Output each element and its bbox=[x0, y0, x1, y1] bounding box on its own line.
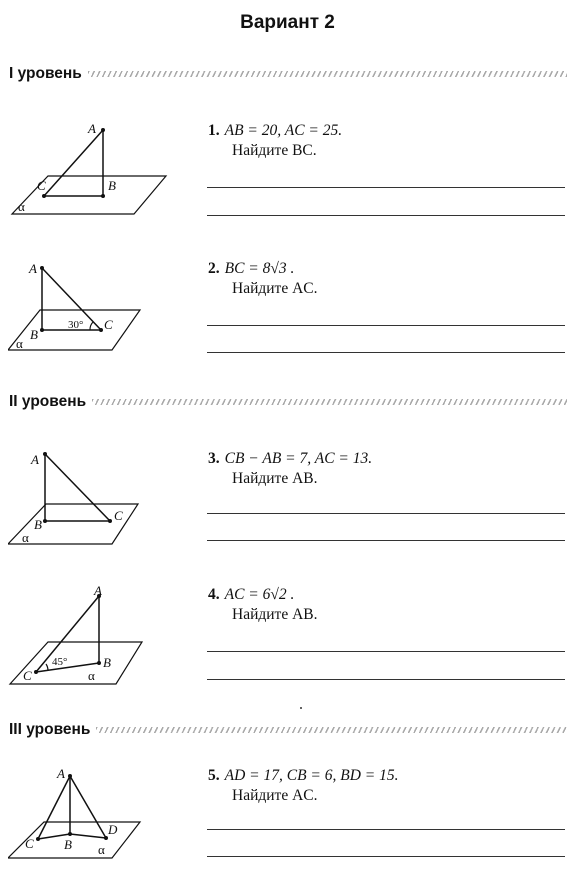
label-c: C bbox=[23, 668, 32, 683]
answer-line bbox=[207, 829, 565, 830]
level-label: I уровень bbox=[9, 65, 82, 82]
point-c bbox=[108, 519, 112, 523]
label-a: A bbox=[88, 121, 96, 136]
label-angle: 30° bbox=[68, 319, 84, 331]
label-alpha: α bbox=[98, 842, 105, 857]
level-header bbox=[9, 719, 567, 741]
point-c bbox=[99, 328, 103, 332]
problem-number: 2. bbox=[208, 260, 220, 277]
answer-line bbox=[207, 856, 565, 857]
segment-ac bbox=[45, 454, 110, 521]
answer-line bbox=[207, 187, 565, 188]
answer-line bbox=[207, 540, 565, 541]
problem-number: 3. bbox=[208, 450, 220, 467]
point-a bbox=[40, 266, 44, 270]
problem-5 bbox=[208, 766, 399, 806]
label-alpha: α bbox=[18, 199, 25, 214]
label-a: A bbox=[29, 261, 37, 276]
point-c bbox=[36, 837, 40, 841]
label-angle: 45° bbox=[52, 656, 68, 668]
label-b: B bbox=[103, 655, 111, 670]
answer-line bbox=[207, 352, 565, 353]
decorative-divider bbox=[92, 399, 567, 405]
segment-bd bbox=[70, 834, 106, 838]
figure-problem-4 bbox=[8, 580, 168, 690]
level-header bbox=[9, 391, 567, 413]
answer-line bbox=[207, 679, 565, 680]
problem-question: Найдите AB. bbox=[232, 470, 318, 487]
label-a: A bbox=[31, 452, 39, 467]
problem-1 bbox=[208, 121, 342, 161]
point-b bbox=[101, 194, 105, 198]
answer-line bbox=[207, 325, 565, 326]
problem-condition: AD = 17, CB = 6, BD = 15. bbox=[224, 767, 399, 784]
label-alpha: α bbox=[22, 530, 29, 545]
label-b: B bbox=[64, 837, 72, 852]
problem-question: Найдите BC. bbox=[232, 142, 317, 159]
decorative-divider bbox=[88, 71, 567, 77]
segment-ac bbox=[44, 130, 103, 196]
label-a: A bbox=[57, 766, 65, 781]
plane-alpha bbox=[12, 176, 166, 214]
label-c: C bbox=[25, 836, 34, 851]
segment-ad bbox=[70, 776, 106, 838]
decorative-divider bbox=[96, 727, 567, 733]
figure-problem-3 bbox=[8, 446, 168, 546]
label-c: C bbox=[37, 178, 46, 193]
point-c bbox=[34, 670, 38, 674]
problem-condition: BC = 8√3 . bbox=[224, 260, 295, 277]
problem-number: 4. bbox=[208, 586, 220, 603]
figure-problem-5 bbox=[8, 764, 168, 864]
stray-dot bbox=[300, 707, 302, 709]
segment-ac bbox=[36, 596, 99, 672]
label-b: B bbox=[30, 327, 38, 342]
page-title: Вариант 2 bbox=[240, 12, 335, 33]
point-b bbox=[68, 832, 72, 836]
level-label: II уровень bbox=[9, 393, 87, 410]
label-b: B bbox=[34, 517, 42, 532]
problem-number: 1. bbox=[208, 122, 220, 139]
answer-line bbox=[207, 513, 565, 514]
problem-2 bbox=[208, 259, 318, 299]
problem-question: Найдите AC. bbox=[232, 280, 318, 297]
problem-question: Найдите AC. bbox=[232, 787, 318, 804]
problem-question: Найдите AB. bbox=[232, 606, 318, 623]
point-a bbox=[43, 452, 47, 456]
label-alpha: α bbox=[88, 668, 95, 683]
point-b bbox=[40, 328, 44, 332]
problem-condition: AC = 6√2 . bbox=[224, 586, 295, 603]
label-d: D bbox=[108, 822, 118, 837]
problem-4 bbox=[208, 585, 318, 625]
label-alpha: α bbox=[16, 336, 23, 351]
level-label: III уровень bbox=[9, 721, 91, 738]
point-a bbox=[68, 774, 72, 778]
level-header bbox=[9, 63, 567, 85]
point-a bbox=[101, 128, 105, 132]
answer-line bbox=[207, 215, 565, 216]
problem-condition: AB = 20, AC = 25. bbox=[224, 122, 343, 139]
point-c bbox=[42, 194, 46, 198]
problem-condition: CB − AB = 7, AC = 13. bbox=[224, 450, 373, 467]
point-b bbox=[97, 661, 101, 665]
angle-arc bbox=[90, 322, 93, 330]
label-c: C bbox=[114, 508, 123, 523]
segment-ac bbox=[38, 776, 70, 839]
label-b: B bbox=[108, 178, 116, 193]
label-c: C bbox=[104, 317, 113, 332]
problem-3 bbox=[208, 449, 372, 489]
label-a: A bbox=[94, 583, 102, 598]
point-b bbox=[43, 519, 47, 523]
figure-problem-1 bbox=[8, 118, 168, 223]
figure-problem-2 bbox=[8, 258, 168, 358]
answer-line bbox=[207, 651, 565, 652]
problem-number: 5. bbox=[208, 767, 220, 784]
